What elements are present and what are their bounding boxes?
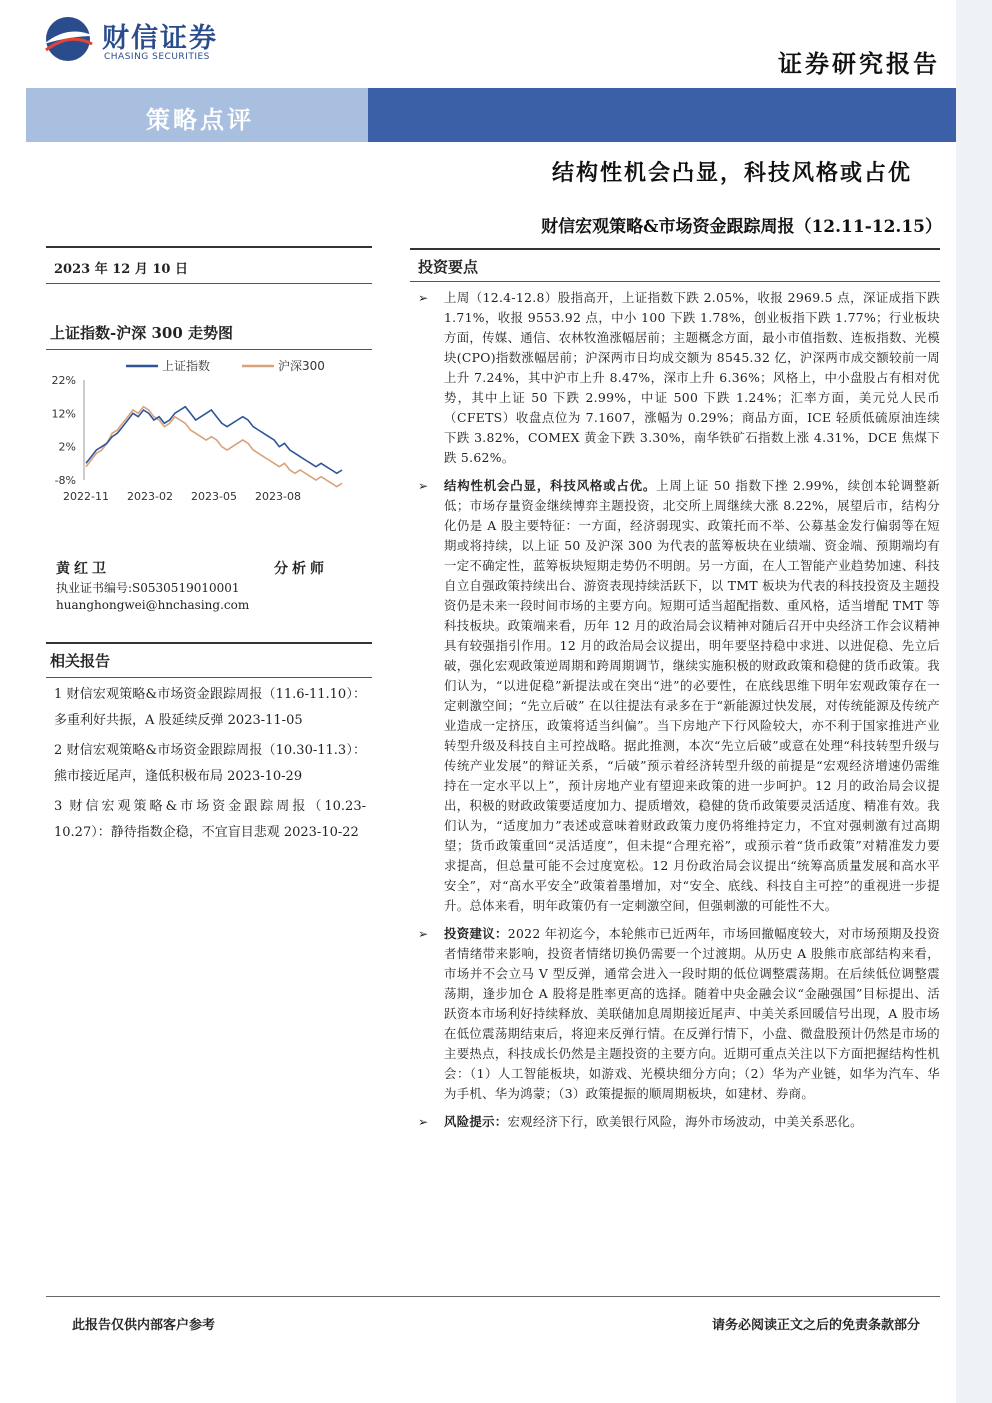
right-column — [410, 248, 940, 1140]
key-point-1 — [410, 288, 940, 468]
header-band — [368, 88, 956, 142]
report-type: 证券研究报告 — [778, 49, 940, 78]
side-strip — [956, 0, 992, 1403]
key-point-title: 风险提示： — [444, 1114, 508, 1129]
x-tick-label: 2023-02 — [127, 490, 173, 503]
key-point-text: 宏观经济下行，欧美银行风险，海外市场波动，中美关系恶化。 — [507, 1114, 863, 1129]
author-cert: 执业证书编号:S0530519010001 — [56, 581, 240, 595]
footer-divider — [46, 1296, 940, 1297]
author-email[interactable]: huanghongwei@hnchasing.com — [56, 598, 250, 612]
category-band — [26, 88, 368, 142]
chart-svg — [46, 360, 372, 510]
key-point-4 — [410, 1112, 940, 1132]
footer-disclaimer-right: 请务必阅读正文之后的免责条款部分 — [711, 1318, 920, 1333]
series-line-shanghai — [86, 407, 342, 474]
series-line-hs300 — [86, 407, 342, 487]
logo-text-cn: 财信证券 — [102, 23, 218, 54]
category-label: 策略点评 — [146, 105, 254, 134]
author-name: 黄红卫 — [56, 561, 110, 577]
report-title: 结构性机会凸显，科技风格或占优 — [551, 160, 912, 186]
legend-label: 上证指数 — [162, 360, 211, 373]
related-report-item[interactable]: 3 财信宏观策略&市场资金跟踪周报（10.23-10.27）：静待指数企稳，不宜盲目悲观 2023-10-22 — [54, 799, 366, 840]
report-date: 2023 年 12 月 10 日 — [54, 262, 188, 277]
arrow-bullet-icon: ➢ — [418, 291, 429, 305]
logo-text-en: CHASING SECURITIES — [104, 52, 210, 62]
chart-legend — [126, 360, 325, 373]
x-tick-label: 2023-08 — [255, 490, 301, 503]
logo-mark-icon — [40, 14, 98, 64]
y-tick-label: -8% — [54, 474, 76, 487]
left-column — [46, 246, 372, 846]
y-tick-label: 12% — [51, 407, 76, 421]
index-trend-chart — [46, 360, 372, 510]
key-point-text: 2022 年初迄今，本轮熊市已近两年，市场回撤幅度较大，对市场预期及投资者情绪带来影响，投资者情绪切换仍需要一个过渡期。从历史 A 股熊市底部结构来看，市场并不会立马 V 型反弹，通常会进入一段时期的低位调整震荡期。在后续低位调整震荡期，逢步加仓 A 股将是胜率更高的选择。随着中央金融会议“金融强国”目标提出、活跃资本市场利好持续释放、美联储加息周期接近尾声、中美关系回暖信号出现，A 股市场在低位震荡期结束后，将迎来反弹行情。在反弹行情下，小盘、微盘股预计仍然是市场的主要热点，科技成长仍然是主题投资的主要方向。近期可重点关注以下方面把握结构性机会：（1）人工智能板块，如游戏、光模块细分方向；（2）华为产业链，如华为汽车、华为手机、华为鸿蒙；（3）政策提振的顺周期板块，如建材、券商。 — [444, 926, 941, 1101]
key-point-3 — [410, 924, 940, 1104]
legend-label: 沪深300 — [278, 360, 325, 373]
key-point-title: 投资建议： — [444, 926, 508, 941]
key-point-text: 上周上证 50 指数下挫 2.99%，续创本轮调整新低；市场存量资金继续博弈主题投资，北交所上周继续大涨 8.22%，展望后市，结构分化仍是 A 股主要特征：一方面，经济弱现实、政策托而不举、公募基金发行偏弱等在短期或将持续，以上证 50 及沪深 300 为代表的蓝筹板块在业绩端、资金端、预期端均有一定不确定性，蓝筹板块短期走势仍不明朗。另一方面，在人工智能产业趋势加速、科技自立自强政策持续出台、游资表现持续活跃下，以 TMT 板块为代表的科技投资及主题投资仍是未来一段时间市场的主要方向。短期可适当超配指数、重风格，适当增配 TMT 等科技板块。政策端来看，历年 12 月的政治局会议精神对随后召开中央经济工作会议精神具有较强指引作用。12 月的政治局会议提出，明年要坚持稳中求进、以进促稳、先立后破，强化宏观政策逆周期和跨周期调节，继续实施积极的财政政策和稳健的货币政策。我们认为，“以进促稳”新提法或在突出“进”的必要性，在底线思维下明年宏观政策存在一定刺激空间；“先立后破” 在以往提法有录多在于“新能源过快发展，对传统能源及传统产业造成一定挤压，政策将适当纠偏”。当下房地产下行风险较大，亦不利于国家推进产业转型升级及科技自主可控战略。据此推测，本次“先立后破”或意在处理“科技转型升级与传统产业发展”的辩证关系，“后破”预示着经济转型升级的前提是“宏观经济增速仍需维持在一定水平以上”，预计房地产业有望迎来政策的进一步呵护。12 月的政治局会议提出，积极的财政政策要适度加力、提质增效，稳健的货币政策要灵活适度、精准有效。我们认为，“适度加力”表述或意味着财政政策力度仍将维持定力，不宜对强刺激有过高期望；货币政策重回“灵活适度”，但未提“合理充裕”，或预示着“货币政策”对精准发力要求提高，但总量可能不会过度宽松。12 月份政治局会议提出“统筹高质量发展和高水平安全”，对“高水平安全”政策着墨增加，对“安全、底线、科技自主可控”的重视进一步提升。总体来看，明年政策仍有一定刺激空间，但强刺激的可能性不大。 — [444, 478, 940, 913]
key-point-2 — [410, 476, 940, 916]
author-row — [46, 556, 372, 580]
author-role: 分析师 — [274, 561, 328, 577]
related-report-item[interactable]: 1 财信宏观策略&市场资金跟踪周报（11.6-11.10）：多重利好共振，A 股延续反弹 2023-11-05 — [54, 687, 366, 728]
arrow-bullet-icon: ➢ — [418, 927, 429, 941]
related-report-item[interactable]: 2 财信宏观策略&市场资金跟踪周报（10.30-11.3）：熊市接近尾声，逢低积极布局 2023-10-29 — [54, 743, 366, 784]
company-logo — [40, 14, 230, 70]
related-heading: 相关报告 — [50, 652, 111, 670]
y-tick-label: 22% — [51, 374, 76, 387]
report-subtitle: 财信宏观策略&市场资金跟踪周报（12.11-12.15） — [541, 217, 942, 237]
key-points-heading: 投资要点 — [418, 258, 479, 276]
key-point-title: 结构性机会凸显，科技风格或占优。 — [444, 478, 657, 493]
x-tick-label: 2023-05 — [191, 490, 237, 503]
arrow-bullet-icon: ➢ — [418, 1115, 429, 1129]
footer-disclaimer-left: 此报告仅供内部客户参考 — [72, 1318, 216, 1333]
y-tick-label: 2% — [58, 440, 76, 454]
key-point-text: 上周（12.4-12.8）股指高开，上证指数下跌 2.05%，收报 2969.5 点，深证成指下跌 1.71%，收报 9553.92 点，中小 100 下跌 1.78%，创业板指下跌 1.77%；行业板块方面，传媒、通信、农林牧渔涨幅居前；主题概念方面，最小市值指数、连板指数、光模块(CPO)指数涨幅居前；沪深两市日均成交额为 8545.32 亿，沪深两市成交额较前一周上升 7.24%，其中沪市上升 8.47%，深市上升 6.36%；风格上，中小盘股占有相对优势，其中上证 50 下跌 2.99%，中证 500 下跌 1.24%；汇率方面，美元兑人民币（CFETS）收盘点位为 7.1607，涨幅为 0.29%；商品方面，ICE 轻质低硫原油连续下跌 3.82%，COMEX 黄金下跌 3.30%，南华铁矿石指数上涨 4.31%，DCE 焦煤下跌 5.62%。 — [444, 290, 940, 465]
arrow-bullet-icon: ➢ — [418, 479, 429, 493]
x-tick-label: 2022-11 — [63, 490, 109, 503]
chart-title: 上证指数-沪深 300 走势图 — [50, 324, 233, 342]
